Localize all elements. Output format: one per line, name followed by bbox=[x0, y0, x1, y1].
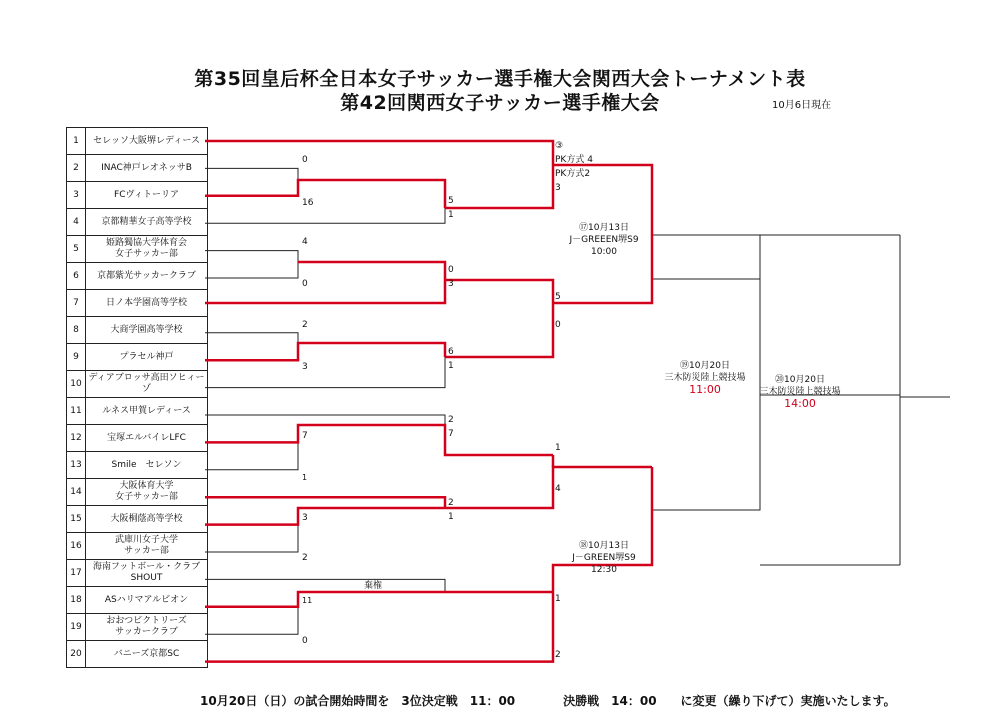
match-19-date: ⑲10月20日 bbox=[680, 361, 730, 371]
pk-score-top: PK方式 4 bbox=[555, 155, 593, 165]
team-name: 姫路獨協大学体育会 女子サッカー部 bbox=[86, 236, 208, 263]
team-number: 7 bbox=[67, 290, 86, 317]
score-r2-b-top: 0 bbox=[448, 265, 454, 275]
score-r1-team19: 0 bbox=[302, 636, 308, 646]
score-r1-team2: 0 bbox=[302, 155, 308, 165]
team-name: おおつビクトリーズ サッカークラブ bbox=[86, 614, 208, 641]
match-17-date: ⑰10月13日 bbox=[579, 223, 629, 233]
match-20-info bbox=[758, 374, 842, 410]
match-17-info bbox=[556, 222, 652, 258]
match-18-date: ⑱10月13日 bbox=[579, 541, 629, 551]
bracket-line-loser bbox=[205, 508, 298, 552]
score-r1-team5: 4 bbox=[302, 237, 308, 247]
match-20-venue: 三木防災陸上競技場 bbox=[759, 387, 841, 397]
bracket-line-winner bbox=[205, 508, 445, 525]
score-r3-a-bottom: 3 bbox=[555, 183, 561, 193]
score-r2-d-top: 2 bbox=[448, 415, 454, 425]
bracket-line-winner bbox=[205, 180, 445, 208]
bracket-line-loser bbox=[205, 357, 445, 388]
match-17-venue: J－GREEEN堺S9 bbox=[569, 235, 639, 245]
match-18-venue: J－GREEN堺S9 bbox=[572, 553, 636, 563]
team-number: 1 bbox=[67, 128, 86, 155]
score-r3-d-bottom: 2 bbox=[555, 650, 561, 660]
score-r1-team18: 11 bbox=[302, 596, 313, 605]
team-name: INAC神戸レオネッサB bbox=[86, 155, 208, 182]
team-number: 18 bbox=[67, 587, 86, 614]
team-name: プラセル神戸 bbox=[86, 344, 208, 371]
team-name: 日ノ本学園高等学校 bbox=[86, 290, 208, 317]
match-19-time: 11:00 bbox=[689, 383, 721, 396]
team-number: 6 bbox=[67, 263, 86, 290]
bracket-line-loser bbox=[205, 425, 298, 470]
team-name: ASハリマアルビオン bbox=[86, 587, 208, 614]
score-r2-c-bottom: 1 bbox=[448, 361, 454, 371]
bracket-line-loser bbox=[205, 168, 298, 180]
team-number: 19 bbox=[67, 614, 86, 641]
bracket-line-winner bbox=[445, 160, 553, 208]
forfeit-note: 棄権 bbox=[364, 581, 383, 591]
score-r1-team12: 7 bbox=[302, 431, 308, 441]
bracket-line-winner bbox=[205, 425, 553, 455]
match-18-info bbox=[556, 540, 652, 576]
as-of-date: 10月6日現在 bbox=[772, 100, 832, 111]
team-name: ディアブロッサ高田ソヒィーゾ bbox=[86, 371, 208, 398]
team-name: 京都精華女子高等学校 bbox=[86, 209, 208, 236]
bracket-line-loser bbox=[205, 579, 445, 592]
bracket-line-loser bbox=[652, 235, 760, 279]
match-19-info bbox=[652, 360, 758, 396]
team-number: 15 bbox=[67, 506, 86, 533]
bracket-line-loser bbox=[205, 208, 445, 223]
score-r2-a-bottom: 1 bbox=[448, 210, 454, 220]
schedule-change-notice: 10月20日（日）の試合開始時間を 3位決定戦 11：00 決勝戦 14：00 に変更（繰り下げて）実施いたします。 bbox=[200, 694, 896, 708]
team-number: 8 bbox=[67, 317, 86, 344]
team-name: FCヴィトーリア bbox=[86, 182, 208, 209]
score-r1-team8: 2 bbox=[302, 320, 308, 330]
score-r1-team9: 3 bbox=[302, 362, 308, 372]
bracket-line-winner bbox=[205, 262, 445, 303]
team-name: 大商学園高等学校 bbox=[86, 317, 208, 344]
team-number: 10 bbox=[67, 371, 86, 398]
team-number: 5 bbox=[67, 236, 86, 263]
team-number: 3 bbox=[67, 182, 86, 209]
score-r3-b-top: 5 bbox=[555, 292, 561, 302]
team-name: 京都紫光サッカークラブ bbox=[86, 263, 208, 290]
team-number: 4 bbox=[67, 209, 86, 236]
match-20-time: 14:00 bbox=[784, 397, 816, 410]
score-r3-c-bottom: 4 bbox=[555, 484, 561, 494]
bracket-line-winner bbox=[445, 467, 652, 508]
team-name: Smile セレソン bbox=[86, 452, 208, 479]
bracket-line-winner bbox=[205, 141, 553, 160]
bracket-line-winner bbox=[205, 343, 445, 360]
bracket-line-loser bbox=[205, 262, 298, 278]
match-number-3: ③ bbox=[555, 141, 564, 151]
match-18-time: 12:30 bbox=[591, 565, 617, 575]
team-number: 9 bbox=[67, 344, 86, 371]
score-r1-team16: 2 bbox=[302, 553, 308, 563]
score-r2-b-bottom: 3 bbox=[448, 279, 454, 289]
team-number: 16 bbox=[67, 533, 86, 560]
score-r3-d-top: 1 bbox=[555, 594, 561, 604]
match-17-time: 10:00 bbox=[591, 247, 617, 257]
bracket-line-loser bbox=[205, 592, 298, 634]
team-name: 海南フットボール・クラブ SHOUT bbox=[86, 560, 208, 587]
bracket-line-winner bbox=[205, 497, 445, 508]
team-number: 17 bbox=[67, 560, 86, 587]
score-r1-team6: 0 bbox=[302, 279, 308, 289]
team-name: 大阪体育大学 女子サッカー部 bbox=[86, 479, 208, 506]
team-name: セレッソ大阪堺レディース bbox=[86, 128, 208, 155]
tournament-title: 第35回皇后杯全日本女子サッカー選手権大会関西大会トーナメント表 bbox=[194, 68, 806, 90]
match-19-venue: 三木防災陸上競技場 bbox=[664, 373, 746, 383]
team-name: ルネス甲賀レディース bbox=[86, 398, 208, 425]
team-name: 大阪桐蔭高等学校 bbox=[86, 506, 208, 533]
team-number: 12 bbox=[67, 425, 86, 452]
bracket-line-loser bbox=[205, 333, 298, 343]
team-number: 2 bbox=[67, 155, 86, 182]
score-r2-e-bottom: 1 bbox=[448, 512, 454, 522]
team-name: バニーズ京都SC bbox=[86, 641, 208, 668]
team-number: 13 bbox=[67, 452, 86, 479]
team-number: 14 bbox=[67, 479, 86, 506]
tournament-subtitle: 第42回関西女子サッカー選手権大会 bbox=[340, 92, 660, 114]
score-r1-team13: 1 bbox=[302, 473, 308, 482]
pk-score-bottom: PK方式2 bbox=[555, 169, 591, 179]
score-r1-team3: 16 bbox=[302, 198, 314, 208]
bracket-line-loser bbox=[205, 415, 445, 425]
score-r2-c-top: 6 bbox=[448, 347, 454, 357]
score-r2-e-top: 2 bbox=[448, 498, 454, 508]
score-r3-b-bottom: 0 bbox=[555, 320, 561, 330]
team-number: 11 bbox=[67, 398, 86, 425]
match-20-date: ⑳10月20日 bbox=[775, 375, 825, 385]
score-r1-team15: 3 bbox=[302, 513, 308, 523]
bracket-line-loser bbox=[205, 251, 298, 262]
bracket-line-winner bbox=[205, 592, 553, 607]
team-number: 20 bbox=[67, 641, 86, 668]
bracket-line-winner bbox=[445, 280, 553, 357]
score-r3-c-top: 1 bbox=[555, 443, 561, 453]
team-name: 宝塚エルバイレLFC bbox=[86, 425, 208, 452]
team-name: 武庫川女子大学 サッカー部 bbox=[86, 533, 208, 560]
score-r2-a-top: 5 bbox=[448, 196, 454, 206]
score-r2-d-bottom: 7 bbox=[448, 429, 454, 439]
